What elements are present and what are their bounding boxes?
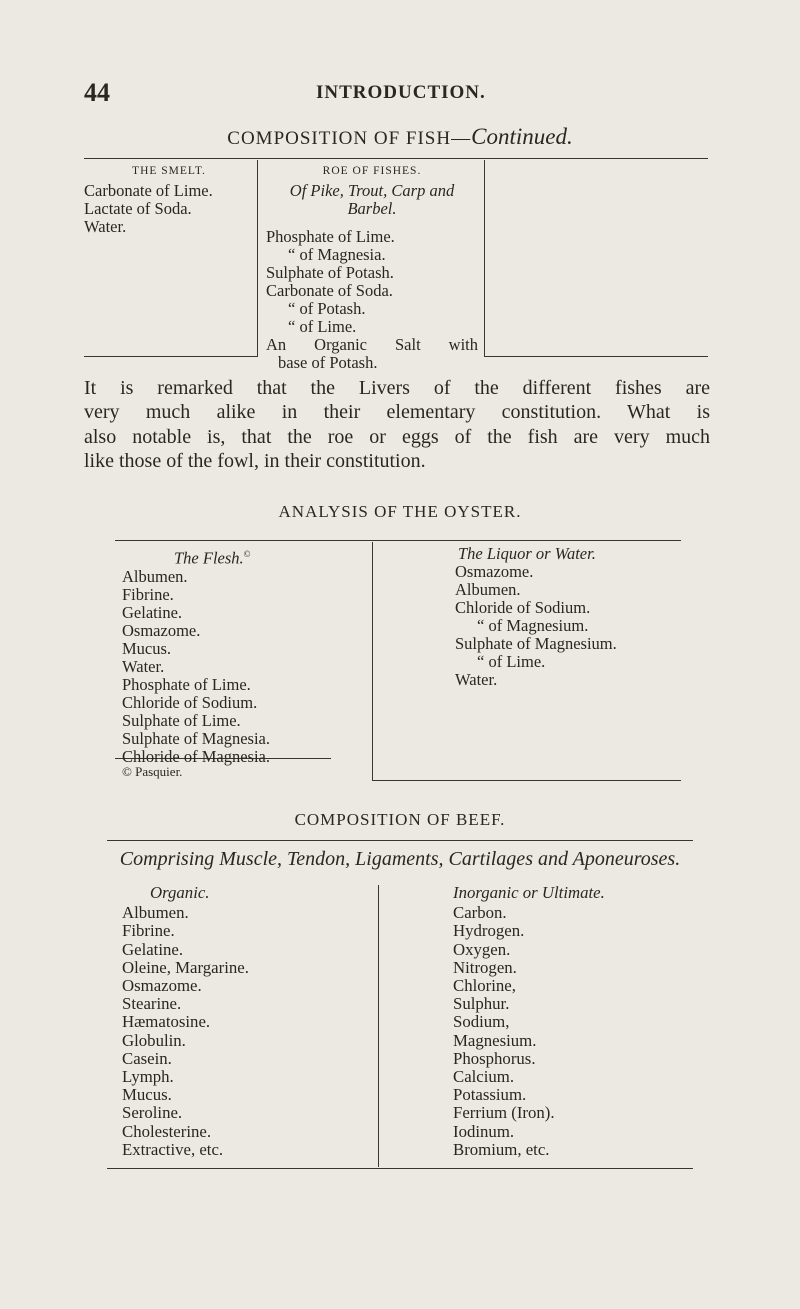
roe-item: base of Potash. (278, 353, 378, 372)
flesh-item: Water. (122, 656, 165, 676)
oyster-bottom-rule (372, 780, 681, 781)
organic-item: Osmazome. (122, 976, 202, 996)
inorganic-item: Sodium, (453, 1012, 510, 1032)
roe-item: “ of Magnesia. (288, 245, 386, 264)
liquor-item: “ of Lime. (477, 652, 546, 671)
organic-item: Globulin. (122, 1030, 186, 1050)
liquor-item: Sulphate of Magnesium. (455, 634, 617, 653)
inorganic-item: Iodinum. (453, 1121, 515, 1141)
liquor-item: Water. (455, 670, 498, 689)
organic-title: Organic. (150, 883, 210, 902)
beef-inorganic-column (453, 884, 693, 1159)
body-paragraph (84, 376, 710, 473)
organic-item: Stearine. (122, 994, 182, 1014)
fish-bottom-rule-right (484, 356, 708, 357)
inorganic-item: Oxygen. (453, 939, 511, 959)
inorganic-item: Magnesium. (453, 1030, 537, 1050)
flesh-title (122, 545, 367, 568)
smelt-title: THE SMELT. (132, 165, 206, 177)
flesh-item: Chloride of Magnesia. (122, 746, 271, 766)
inorganic-item: Hydrogen. (453, 921, 525, 941)
inorganic-item: Nitrogen. (453, 957, 517, 977)
inorganic-item: Ferrium (Iron). (453, 1103, 555, 1123)
paragraph-line: also notable is, that the roe or eggs of the fish are very much (84, 425, 710, 448)
flesh-item: Chloride of Sodium. (122, 692, 258, 712)
paragraph-line: It is remarked that the Livers of the different fishes are (84, 377, 710, 399)
beef-top-rule (107, 840, 693, 841)
inorganic-item: Calcium. (453, 1067, 515, 1087)
roe-item: Phosphate of Lime. (266, 227, 395, 246)
liquor-item: “ of Magnesium. (477, 616, 589, 635)
inorganic-item: Bromium, etc. (453, 1139, 550, 1159)
roe-item: An Organic Salt with (266, 335, 478, 354)
liquor-item: Albumen. (455, 580, 521, 599)
fish-top-rule (84, 158, 708, 159)
page-number: 44 (84, 78, 110, 107)
smelt-item: Carbonate of Lime. (84, 181, 213, 200)
beef-organic-column (122, 884, 372, 1159)
roe-item: “ of Potash. (288, 299, 366, 318)
fish-column-divider-right (484, 160, 485, 356)
fish-heading (150, 124, 650, 150)
flesh-item: Mucus. (122, 638, 172, 658)
paragraph-line: very much alike in their elementary constitution. What is (84, 401, 710, 424)
oyster-heading: ANALYSIS OF THE OYSTER. (278, 502, 522, 521)
smelt-item: Water. (84, 217, 127, 236)
inorganic-item: Carbon. (453, 903, 507, 923)
organic-item: Seroline. (122, 1103, 183, 1123)
liquor-item: Chloride of Sodium. (455, 598, 591, 617)
flesh-note-mark: © (243, 549, 251, 559)
organic-item: Mucus. (122, 1085, 172, 1105)
flesh-item: Osmazome. (122, 620, 201, 640)
oyster-flesh-column (122, 545, 367, 766)
flesh-item: Phosphate of Lime. (122, 674, 251, 694)
oyster-top-rule (115, 540, 681, 541)
roe-item: Sulphate of Potash. (266, 263, 394, 282)
inorganic-title: Inorganic or Ultimate. (453, 883, 605, 902)
organic-item: Cholesterine. (122, 1121, 212, 1141)
fish-heading-text: COMPOSITION OF FISH— (227, 128, 472, 149)
flesh-item: Sulphate of Magnesia. (122, 728, 271, 748)
oyster-footnote: © Pasquier. (122, 764, 183, 779)
organic-item: Casein. (122, 1048, 172, 1068)
organic-item: Gelatine. (122, 939, 184, 959)
roe-item: Carbonate of Soda. (266, 281, 393, 300)
flesh-item: Albumen. (122, 566, 188, 586)
organic-item: Fibrine. (122, 921, 175, 941)
organic-item: Oleine, Margarine. (122, 957, 249, 977)
fish-bottom-rule-left (84, 356, 258, 357)
roe-column (266, 162, 478, 372)
oyster-column-divider (372, 542, 373, 780)
organic-item: Extractive, etc. (122, 1139, 224, 1159)
beef-subheading: Comprising Muscle, Tendon, Ligaments, Cartilages and Aponeuroses. (119, 848, 681, 870)
beef-bottom-rule (107, 1168, 693, 1169)
running-head: INTRODUCTION. (316, 82, 486, 103)
fish-heading-continued: Continued. (471, 124, 573, 149)
inorganic-item: Phosphorus. (453, 1048, 536, 1068)
roe-title: ROE OF FISHES. (322, 165, 422, 177)
beef-column-divider (378, 885, 379, 1167)
oyster-liquor-column (455, 545, 685, 689)
organic-item: Albumen. (122, 903, 189, 923)
organic-item: Hæmatosine. (122, 1012, 211, 1032)
liquor-item: Osmazome. (455, 562, 534, 581)
liquor-title: The Liquor or Water. (458, 544, 596, 563)
organic-item: Lymph. (122, 1067, 174, 1087)
inorganic-item: Chlorine, (453, 976, 516, 996)
smelt-column (84, 162, 254, 236)
roe-subtitle-2: Barbel. (347, 199, 397, 218)
flesh-title-text: The Flesh. (174, 548, 244, 568)
inorganic-item: Sulphur. (453, 994, 510, 1014)
fish-column-divider-left (257, 160, 258, 356)
flesh-item: Sulphate of Lime. (122, 710, 241, 730)
roe-subtitle-1: Of Pike, Trout, Carp and (289, 181, 455, 200)
beef-heading: COMPOSITION OF BEEF. (294, 810, 506, 829)
smelt-item: Lactate of Soda. (84, 199, 192, 218)
inorganic-item: Potassium. (453, 1085, 527, 1105)
paragraph-line: like those of the fowl, in their constitution. (84, 449, 426, 472)
flesh-item: Gelatine. (122, 602, 183, 622)
flesh-item: Fibrine. (122, 584, 174, 604)
roe-item: “ of Lime. (288, 317, 357, 336)
